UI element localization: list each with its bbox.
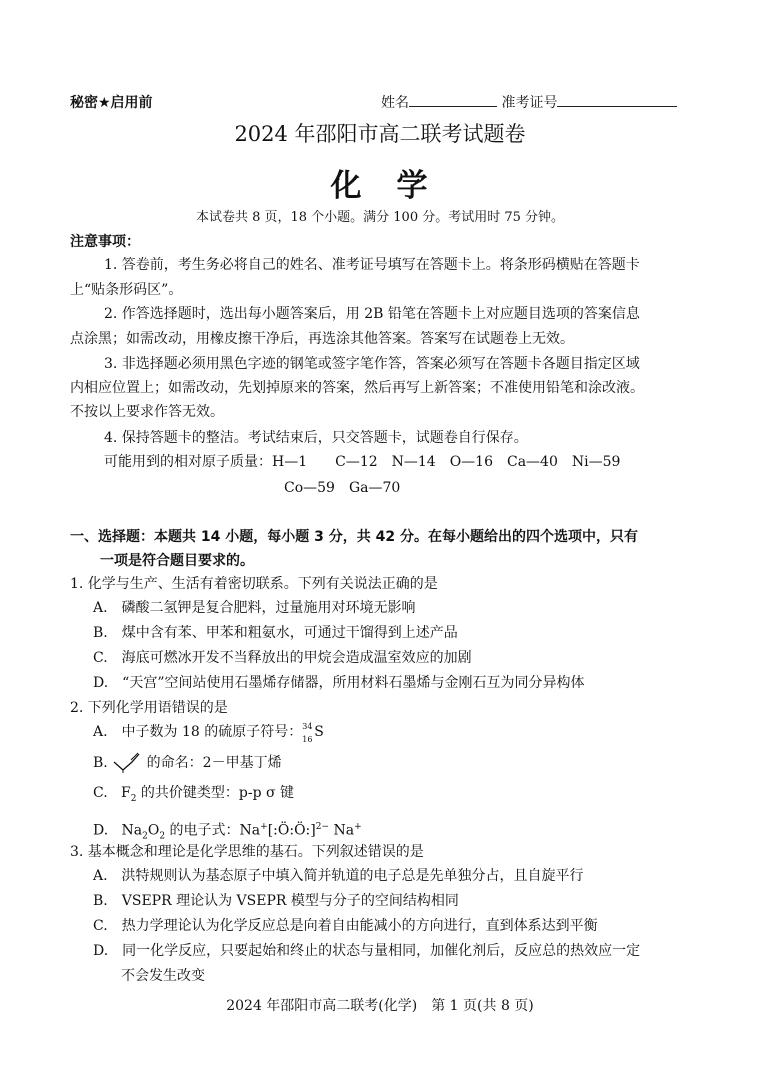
mass-number: 34 — [302, 722, 313, 731]
q2d-electron-label: 的电子式：Na — [165, 822, 261, 839]
q2d-plus2: + — [354, 822, 362, 832]
q2-option-b — [93, 752, 282, 774]
exam-id-label: 准考证号 — [501, 95, 558, 111]
q2d-na: Na — [121, 822, 143, 839]
q2d-bracket-open: [ — [267, 822, 274, 839]
q2d-o: O — [147, 822, 160, 839]
q2d-label: D. — [93, 822, 109, 839]
notice-line: 不按以上要求作答无效。 — [70, 404, 224, 420]
notice-line: 内相应位置上；如需改动，先划掉原来的答案，然后再写上新答案；不准使用铅笔和涂改液。 — [70, 380, 644, 396]
masses-label: 可能用到的相对原子质量： — [104, 454, 272, 470]
page-footer: 2024 年邵阳市高二联考(化学) 第 1 页(共 8 页) — [226, 998, 534, 1014]
q2-option-c — [93, 783, 294, 809]
sulfur-symbol: S — [314, 724, 324, 740]
exam-intro: 本试卷共 8 页，18 个小题。满分 100 分。考试用时 75 分钟。 — [195, 210, 565, 225]
q1-option-d: D. “天宫”空间站使用石墨烯存储器，所用材料石墨烯与金刚石互为同分异构体 — [93, 675, 585, 691]
atomic-number: 16 — [302, 735, 313, 744]
q2c-subscript: 2 — [130, 793, 137, 804]
notice-line: 3. 非选择题必须用黑色字迹的钢笔或签字笔作答，答案必须写在答题卡各题目指定区域 — [104, 356, 640, 372]
q2d-sub2: 2 — [159, 831, 166, 842]
q2a-text: A. 中子数为 18 的硫原子符号： — [93, 724, 303, 740]
question-2-stem: 2. 下列化学用语错误的是 — [70, 700, 228, 716]
q2d-bracket-close: ] — [310, 822, 316, 839]
skeletal-formula-icon — [112, 752, 142, 774]
exam-id-blank — [557, 92, 677, 107]
q3-option-d-cont: 不会发生改变 — [121, 968, 205, 984]
q1-option-b: B. 煤中含有苯、甲苯和粗氨水，可通过干馏得到上述产品 — [93, 625, 458, 641]
q2c-rest: 的共价键类型：p-p σ 键 — [136, 785, 295, 801]
notice-line: 2. 作答选择题时，选出每小题答案后，用 2B 铅笔在答题卡上对应题目选项的答案信息 — [104, 306, 640, 322]
masses-row-2: Co—59 Ga—70 — [284, 480, 401, 496]
name-label: 姓名 — [381, 95, 409, 111]
q2d-charge: 2− — [315, 822, 330, 832]
q3-option-d: D. 同一化学反应，只要起始和终止的状态与量相同，加催化剂后，反应总的热效应一定 — [93, 943, 641, 959]
name-field — [381, 92, 677, 112]
q3-option-b: B. VSEPR 理论认为 VSEPR 模型与分子的空间结构相同 — [93, 893, 459, 909]
q2-option-a — [93, 722, 324, 742]
notice-line: 4. 保持答题卡的整洁。考试结束后，只交答题卡，试题卷自行保存。 — [104, 430, 528, 446]
notice-heading: 注意事项： — [70, 234, 140, 250]
section-heading: 一、选择题：本题共 14 小题，每小题 3 分，共 42 分。在每小题给出的四个选项中，只有 — [70, 529, 638, 545]
notice-line: 1. 答卷前，考生务必将自己的姓名、准考证号填写在答题卡上。将条形码横贴在答题卡 — [104, 257, 640, 273]
q2d-dots: :Ö:Ö: — [273, 822, 311, 839]
q2d-sub1: 2 — [142, 831, 148, 842]
q1-option-c: C. 海底可燃冰开发不当释放出的甲烷会造成温室效应的加剧 — [93, 650, 472, 666]
exam-title: 2024 年邵阳市高二联考试题卷 — [234, 122, 526, 146]
name-blank — [409, 92, 497, 107]
atomic-masses — [104, 452, 620, 472]
q3-option-c: C. 热力学理论认为化学反应总是向着自由能减小的方向进行，直到体系达到平衡 — [93, 918, 598, 934]
q2d-na2: Na — [329, 822, 355, 839]
notice-line: 上“贴条形码区”。 — [70, 282, 183, 298]
q1-option-a: A. 磷酸二氢钾是复合肥料，过量施用对环境无影响 — [93, 600, 416, 616]
q2d-plus: + — [260, 822, 268, 832]
question-3-stem: 3. 基本概念和理论是化学思维的基石。下列叙述错误的是 — [70, 844, 424, 860]
q2b-label: B. — [93, 755, 108, 771]
question-1-stem: 1. 化学与生产、生活有着密切联系。下列有关说法正确的是 — [70, 576, 438, 592]
subject-title: 化 学 — [330, 168, 430, 204]
q2b-text: 的命名：2－甲基丁烯 — [146, 755, 282, 771]
section-heading-cont: 一项是符合题目要求的。 — [100, 553, 254, 569]
notice-line: 点涂黑；如需改动，用橡皮擦干净后，再选涂其他答案。答案写在试题卷上无效。 — [70, 331, 574, 347]
q2c-label: C. — [93, 785, 108, 801]
q2c-formula: F — [121, 785, 131, 801]
confidential-mark: 秘密★启用前 — [70, 95, 153, 111]
masses-row-1: H—1 C—12 N—14 O—16 Ca—40 Ni—59 — [272, 454, 621, 470]
q3-option-a: A. 洪特规则认为基态原子中填入简并轨道的电子总是先单独分占，且自旋平行 — [93, 868, 584, 884]
